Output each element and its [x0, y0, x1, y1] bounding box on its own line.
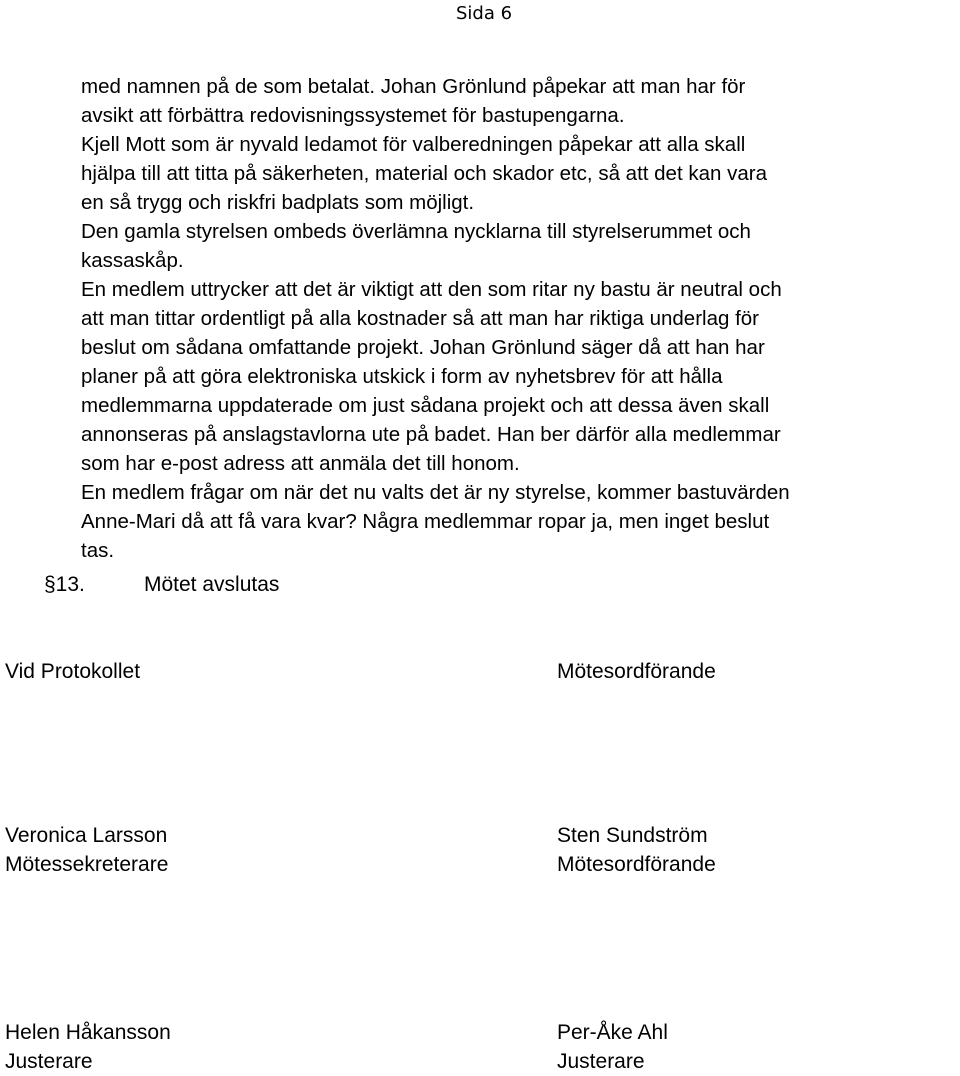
- body-line: en så trygg och riskfri badplats som möjligt.: [81, 191, 475, 214]
- signer-role: Justerare: [557, 1050, 645, 1073]
- body-line: En medlem uttrycker att det är viktigt att den som ritar ny bastu är neutral och: [81, 278, 782, 301]
- section-number: §13.: [44, 573, 85, 596]
- signature-right-heading: [557, 657, 716, 686]
- body-line: beslut om sådana omfattande projekt. Johan Grönlund säger då att han har: [81, 336, 765, 359]
- body-line: avsikt att förbättra redovisningssystemet för bastupengarna.: [81, 104, 625, 127]
- body-line: tas.: [81, 539, 115, 562]
- minutes-body: [81, 72, 960, 565]
- body-line: som har e-post adress att anmäla det till honom.: [81, 452, 520, 475]
- body-line: Kjell Mott som är nyvald ledamot för valberedningen påpekar att alla skall: [81, 133, 746, 156]
- body-line: medlemmarna uppdaterade om just sådana projekt och att dessa även skall: [81, 394, 770, 417]
- signer-role: Mötesordförande: [557, 853, 716, 876]
- signature-block: [557, 1018, 668, 1076]
- section-heading: [44, 570, 279, 599]
- body-line: kassaskåp.: [81, 249, 184, 272]
- body-line: planer på att göra elektroniska utskick i form av nyhetsbrev för att hålla: [81, 365, 723, 388]
- page-number: Sida 6: [456, 3, 513, 24]
- body-line: hjälpa till att titta på säkerheten, material och skador etc, så att det kan vara: [81, 162, 767, 185]
- signer-role: Mötessekreterare: [5, 853, 169, 876]
- body-line: Anne-Mari då att få vara kvar? Några medlemmar ropar ja, men inget beslut: [81, 510, 770, 533]
- section-title: Mötet avslutas: [144, 573, 280, 596]
- body-line: att man tittar ordentligt på alla kostnader så att man har riktiga underlag för: [81, 307, 760, 330]
- signature-heading-text: Mötesordförande: [557, 660, 716, 683]
- signer-name: Veronica Larsson: [5, 824, 168, 847]
- signer-name: Per-Åke Ahl: [557, 1021, 668, 1044]
- body-line: annonseras på anslagstavlorna ute på badet. Han ber därför alla medlemmar: [81, 423, 781, 446]
- signer-name: Helen Håkansson: [5, 1021, 171, 1044]
- body-line: Den gamla styrelsen ombeds överlämna nycklarna till styrelserummet och: [81, 220, 751, 243]
- signer-name: Sten Sundström: [557, 824, 708, 847]
- signer-role: Justerare: [5, 1050, 93, 1073]
- body-line: med namnen på de som betalat. Johan Grönlund påpekar att man har för: [81, 75, 746, 98]
- signature-heading-text: Vid Protokollet: [5, 660, 141, 683]
- signature-block: [557, 821, 716, 879]
- signature-block: [5, 1018, 171, 1076]
- signature-block: [5, 821, 168, 879]
- body-line: En medlem frågar om när det nu valts det är ny styrelse, kommer bastuvärden: [81, 481, 790, 504]
- signature-left-heading: [5, 657, 140, 686]
